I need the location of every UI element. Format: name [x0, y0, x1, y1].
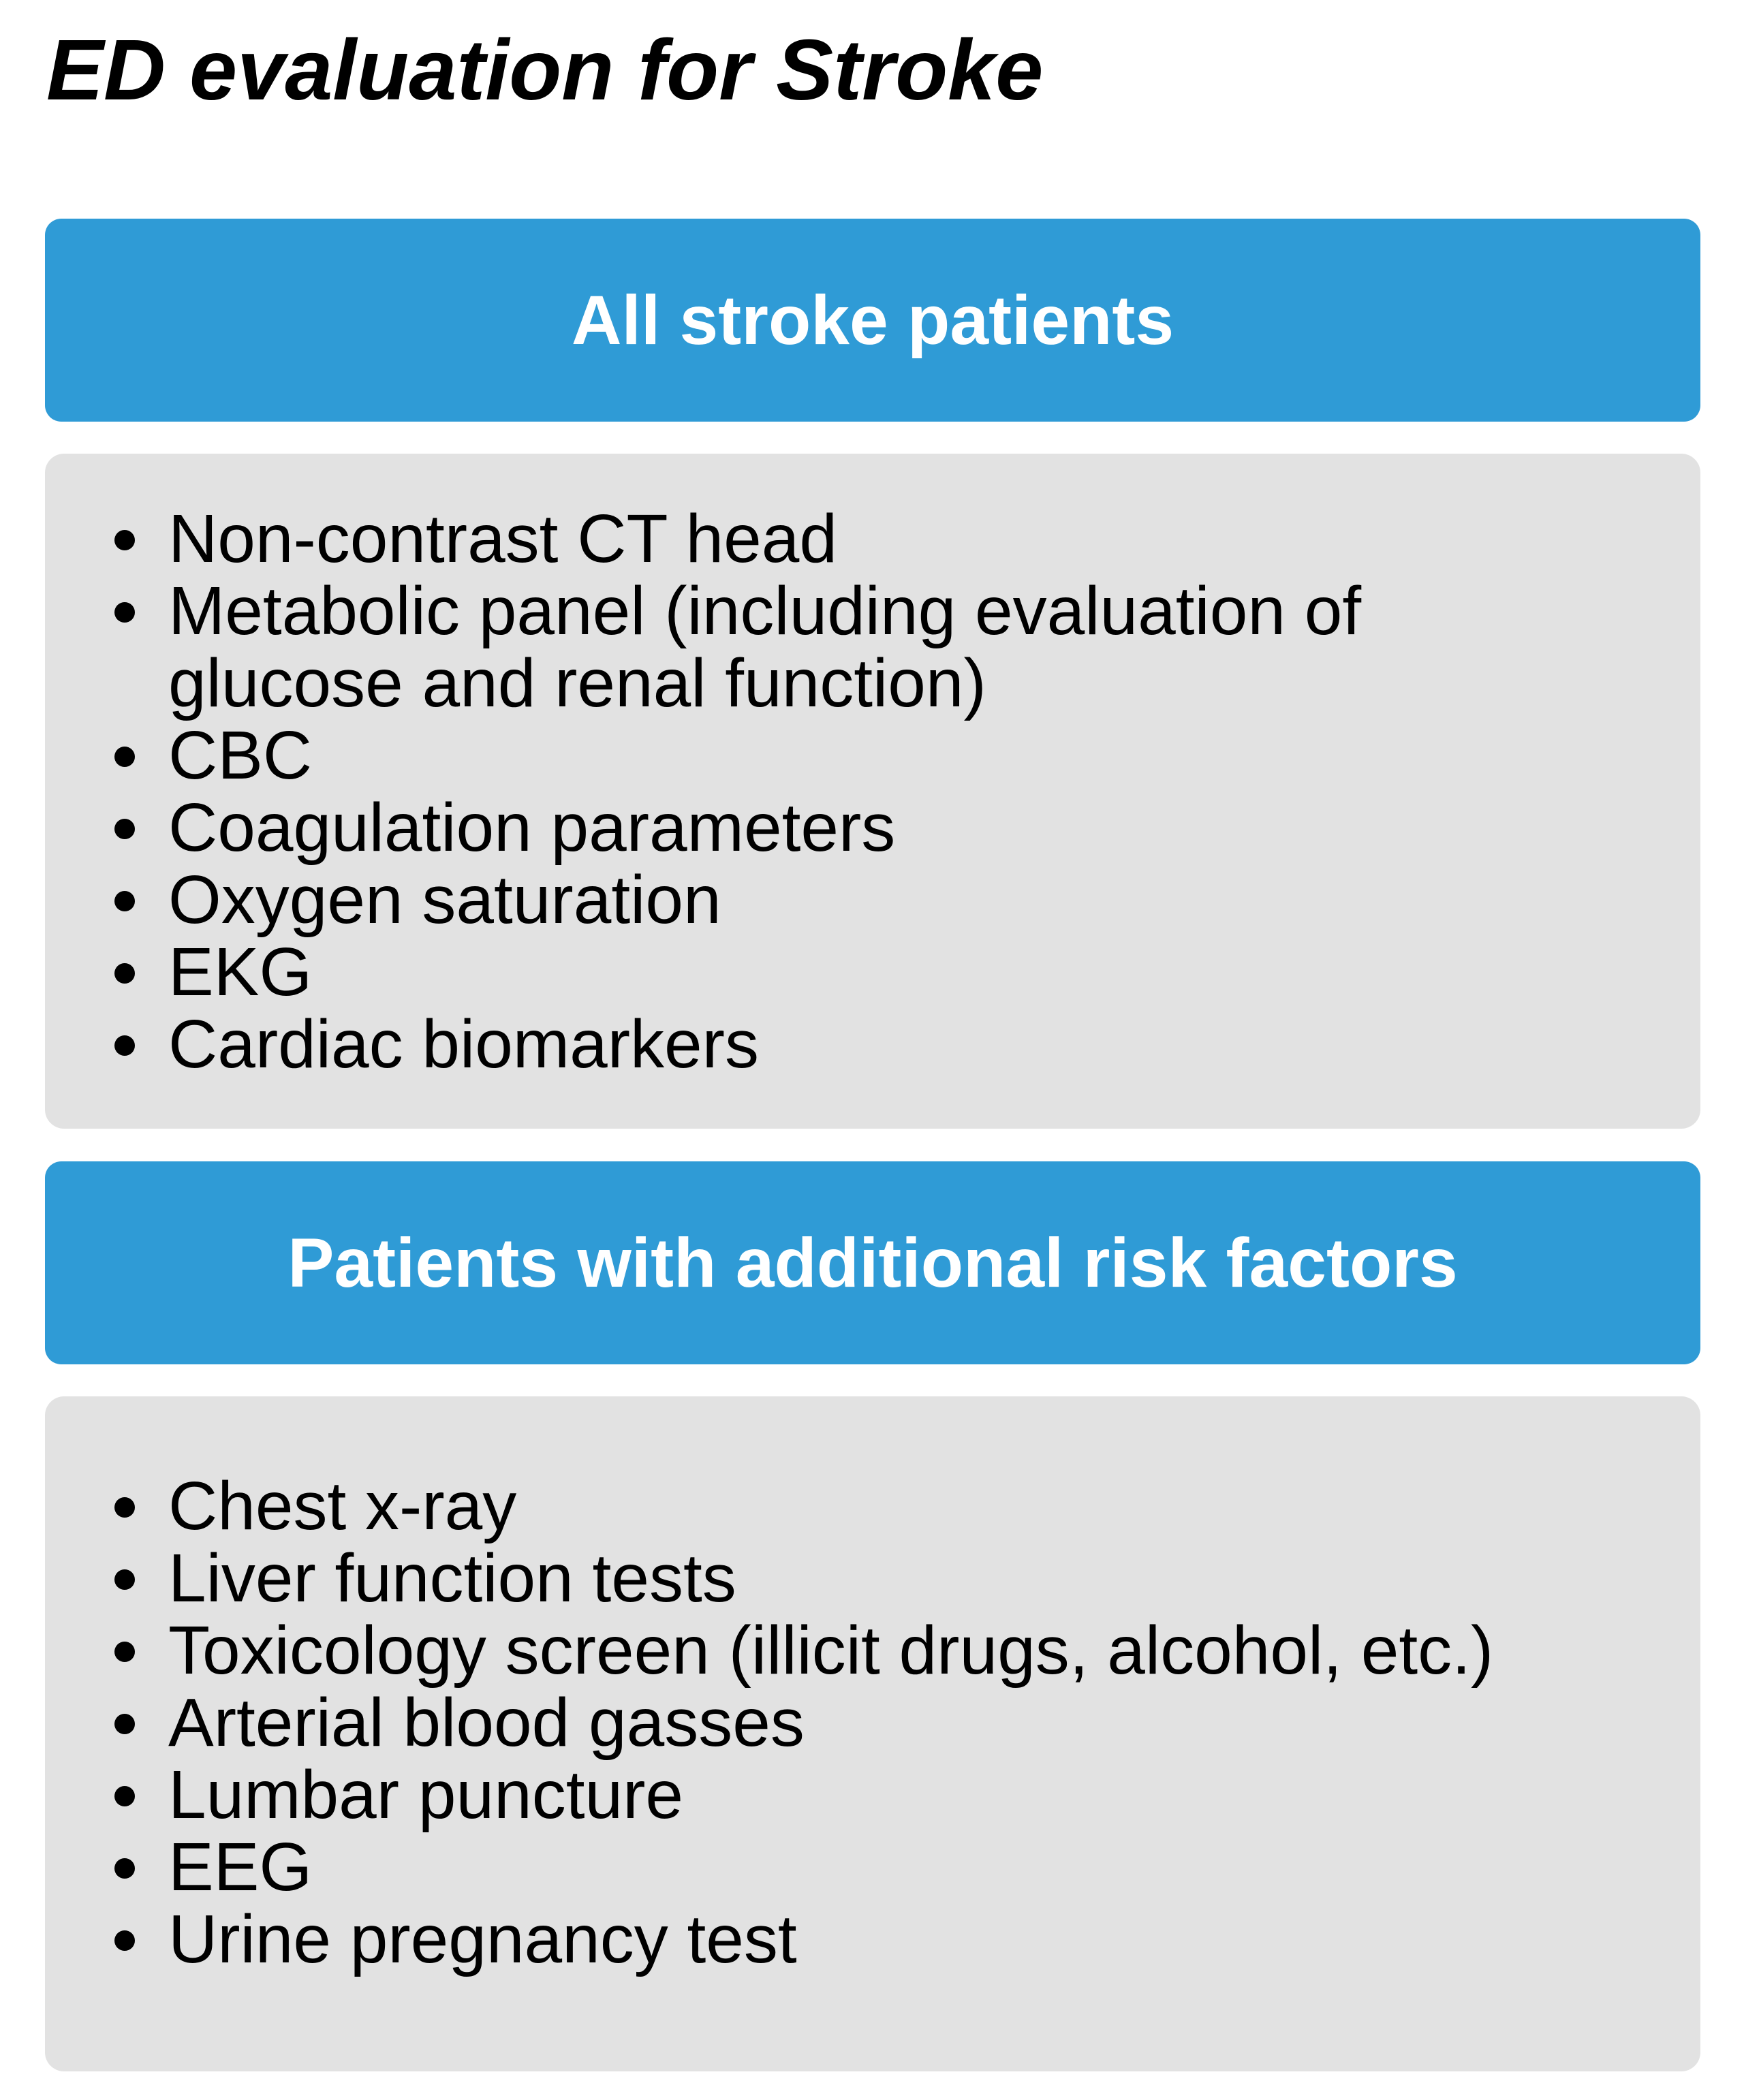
list-item	[45, 1831, 1700, 1903]
bullet-icon	[114, 747, 135, 767]
list-item	[45, 575, 1700, 719]
list-item	[45, 1759, 1700, 1831]
bullet-icon	[114, 1786, 135, 1806]
list-item	[45, 1684, 1700, 1761]
list-item	[45, 1614, 1700, 1687]
list-item-text: CBC	[168, 717, 313, 794]
list-item-text: Toxicology screen (illicit drugs, alcohol, etc.)	[168, 1612, 1494, 1689]
bullet-icon	[114, 819, 135, 839]
section-header-all-stroke-patients	[45, 219, 1700, 422]
bullet-icon	[114, 1035, 135, 1056]
bullet-icon	[114, 1497, 135, 1518]
section-header-label: Patients with additional risk factors	[287, 1224, 1458, 1302]
bullet-list	[45, 1470, 1700, 1975]
bullet-icon	[114, 963, 135, 984]
list-item-text: Metabolic panel (including evaluation of glucose and renal function)	[168, 573, 1362, 721]
list-item-text: Arterial blood gasses	[168, 1684, 805, 1761]
section-header-additional-risk-factors	[45, 1161, 1700, 1364]
list-item-text: Coagulation parameters	[168, 789, 896, 866]
list-item	[45, 1008, 1700, 1080]
list-item-text: Non-contrast CT head	[168, 501, 837, 577]
bullet-icon	[114, 891, 135, 911]
list-item	[45, 503, 1700, 575]
list-item-text: Chest x-ray	[168, 1468, 517, 1544]
bullet-icon	[114, 1714, 135, 1734]
list-item-text: EEG	[168, 1829, 313, 1905]
list-item-text: Lumbar puncture	[168, 1757, 684, 1833]
section-panel-all-stroke-patients	[45, 454, 1700, 1129]
bullet-icon	[114, 530, 135, 550]
bullet-icon	[114, 1569, 135, 1590]
list-item	[45, 864, 1700, 936]
list-item	[45, 936, 1700, 1008]
section-header-label: All stroke patients	[571, 281, 1174, 359]
bullet-icon	[114, 602, 135, 623]
bullet-icon	[114, 1930, 135, 1951]
bullet-icon	[114, 1642, 135, 1662]
list-item	[45, 789, 1700, 866]
page-title: ED evaluation for Stroke	[46, 22, 1044, 118]
section-panel-additional-risk-factors	[45, 1396, 1700, 2071]
list-item-text: Urine pregnancy test	[168, 1901, 797, 1977]
list-item	[45, 719, 1700, 792]
bullet-list	[45, 503, 1700, 1080]
list-item-text: Oxygen saturation	[168, 862, 721, 938]
list-item	[45, 1470, 1700, 1542]
list-item	[45, 1542, 1700, 1614]
list-item	[45, 1903, 1700, 1975]
list-item-text: Cardiac biomarkers	[168, 1006, 759, 1082]
bullet-icon	[114, 1858, 135, 1879]
list-item-text: EKG	[168, 934, 313, 1010]
list-item-text: Liver function tests	[168, 1540, 736, 1616]
